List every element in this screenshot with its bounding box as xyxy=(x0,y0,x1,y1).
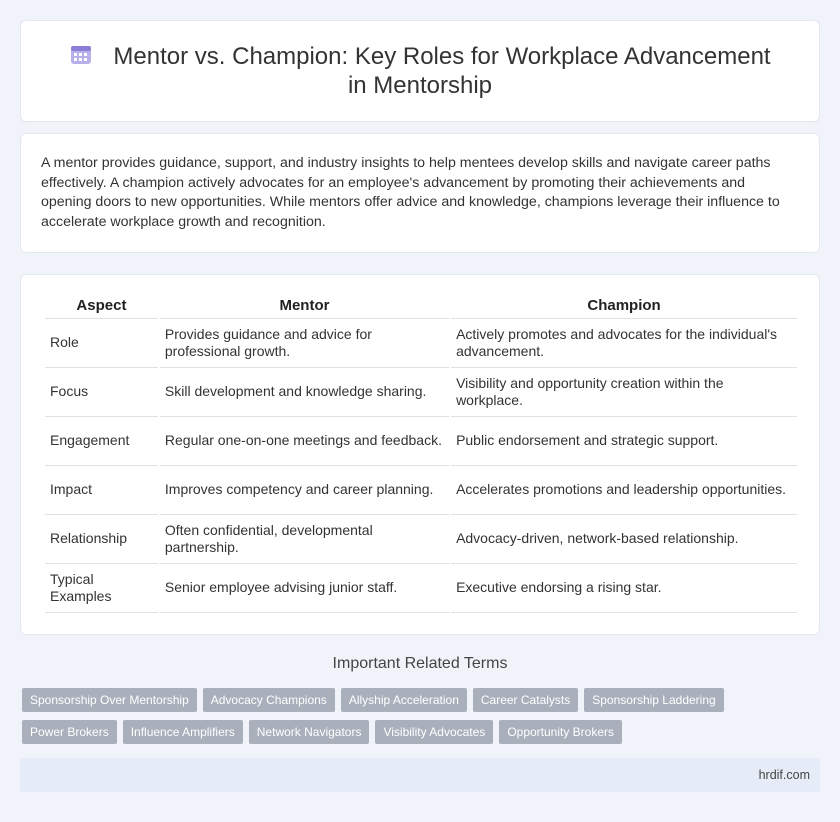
tag-row-1 xyxy=(22,688,822,712)
comparison-table xyxy=(43,295,799,613)
cell-mentor: Often confidential, developmental partnership. xyxy=(160,515,449,564)
cell-aspect: Role xyxy=(45,319,158,368)
tag-allyship-acceleration[interactable]: Allyship Acceleration xyxy=(341,688,467,712)
cell-champion: Accelerates promotions and leadership opportunities. xyxy=(451,466,797,515)
cell-champion: Executive endorsing a rising star. xyxy=(451,564,797,613)
tag-advocacy-champions[interactable]: Advocacy Champions xyxy=(203,688,335,712)
footer-site-link[interactable]: hrdif.com xyxy=(758,768,810,782)
cell-mentor: Skill development and knowledge sharing. xyxy=(160,368,449,417)
tag-sponsorship-laddering[interactable]: Sponsorship Laddering xyxy=(584,688,723,712)
tag-network-navigators[interactable]: Network Navigators xyxy=(249,720,370,744)
table-row xyxy=(45,319,797,368)
table-icon xyxy=(69,43,93,67)
table-row xyxy=(45,368,797,417)
tag-row-2 xyxy=(22,720,822,744)
tag-visibility-advocates[interactable]: Visibility Advocates xyxy=(375,720,493,744)
cell-aspect: Engagement xyxy=(45,417,158,466)
table-row xyxy=(45,466,797,515)
table-header-row xyxy=(45,295,797,319)
header-aspect: Aspect xyxy=(45,295,158,319)
related-terms-title: Important Related Terms xyxy=(332,655,508,672)
page-title xyxy=(61,42,779,100)
cell-mentor: Senior employee advising junior staff. xyxy=(160,564,449,613)
intro-card xyxy=(20,133,820,253)
related-terms-tags xyxy=(22,688,822,752)
cell-mentor: Provides guidance and advice for professional growth. xyxy=(160,319,449,368)
cell-champion: Public endorsement and strategic support. xyxy=(451,417,797,466)
table-row xyxy=(45,564,797,613)
cell-champion: Advocacy-driven, network-based relationship. xyxy=(451,515,797,564)
table-row xyxy=(45,515,797,564)
comparison-table-card xyxy=(20,274,820,635)
header-mentor: Mentor xyxy=(160,295,449,319)
cell-aspect: Focus xyxy=(45,368,158,417)
tag-opportunity-brokers[interactable]: Opportunity Brokers xyxy=(499,720,622,744)
cell-aspect: Impact xyxy=(45,466,158,515)
tag-sponsorship-over-mentorship[interactable]: Sponsorship Over Mentorship xyxy=(22,688,197,712)
cell-aspect: Typical Examples xyxy=(45,564,158,613)
cell-mentor: Improves competency and career planning. xyxy=(160,466,449,515)
tag-influence-amplifiers[interactable]: Influence Amplifiers xyxy=(123,720,243,744)
tag-power-brokers[interactable]: Power Brokers xyxy=(22,720,117,744)
cell-aspect: Relationship xyxy=(45,515,158,564)
footer xyxy=(20,758,820,792)
cell-mentor: Regular one-on-one meetings and feedback. xyxy=(160,417,449,466)
intro-text: A mentor provides guidance, support, and industry insights to help mentees develop skills and navigate career paths effectively. A champion actively advocates for an employee's advancement by promoting their achievements and opening doors to new opportunities. While mentors offer advice and knowledge, champions leverage their influence to accelerate workplace growth and recognition. xyxy=(41,155,780,230)
header-card xyxy=(20,20,820,122)
page-title-text: Mentor vs. Champion: Key Roles for Workplace Advancement in Mentorship xyxy=(113,43,771,99)
cell-champion: Actively promotes and advocates for the individual's advancement. xyxy=(451,319,797,368)
header-champion: Champion xyxy=(451,295,797,319)
tag-career-catalysts[interactable]: Career Catalysts xyxy=(473,688,578,712)
table-row xyxy=(45,417,797,466)
cell-champion: Visibility and opportunity creation within the workplace. xyxy=(451,368,797,417)
